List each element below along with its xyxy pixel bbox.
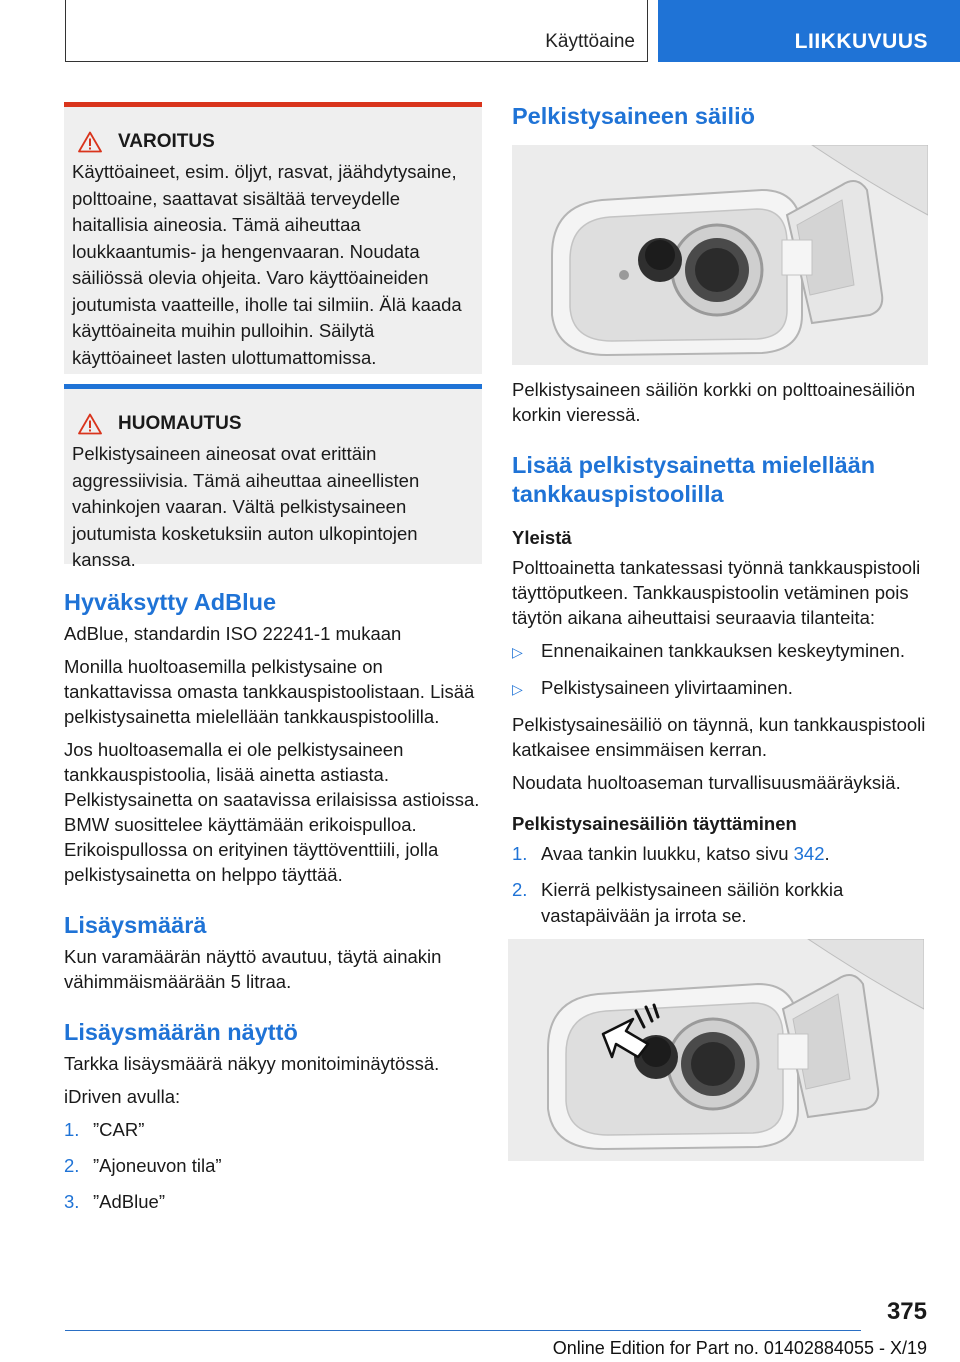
header-section-box <box>65 0 648 62</box>
approved-standard: AdBlue, standardin ISO 22241-1 mukaan <box>64 623 402 644</box>
display-paragraph-1: Tarkka lisäysmäärä näkyy monitoiminäytössä. <box>64 1053 440 1074</box>
approved-heading: Hyväksytty AdBlue <box>64 589 277 615</box>
notice-title: HUOMAUTUS <box>118 413 242 434</box>
step-number: 2. <box>512 879 528 900</box>
bullet-text: Pelkistysaineen ylivirtaaminen. <box>541 677 793 698</box>
left-column <box>64 102 482 1225</box>
nozzle-heading: Lisää pelkistysainetta mielellään tankkauspistoolilla <box>512 452 876 507</box>
fill-steps <box>512 841 928 929</box>
nozzle-paragraph-2: Pelkistysainesäiliö on täynnä, kun tankkauspistooli katkaisee ensimmäisen kerran. <box>512 714 926 760</box>
notice-text: Pelkistysaineen aineosat ovat erittäin aggressiivisia. Tämä aiheuttaa aineellisten vahinkojen vaaran. Vältä pelkistysaineen joutumista kosketuksiin auton ulkopintojen kanssa. <box>72 443 420 570</box>
list-item <box>64 1153 482 1179</box>
list-item <box>512 638 928 665</box>
tank-caption: Pelkistysaineen säiliön korkki on polttoainesäiliön korkin vieressä. <box>512 379 916 425</box>
display-paragraph-2: iDriven avulla: <box>64 1086 181 1107</box>
approved-paragraph-2: Monilla huoltoasemilla pelkistysaine on tankattavissa omasta tankkauspistoolistaan. Lisää pelkistysainetta mielellään tankkauspistoolilla. <box>64 656 475 727</box>
step-number: 2. <box>64 1155 80 1176</box>
bullet-triangle-icon: ▷ <box>512 644 523 660</box>
tank-cap-illustration <box>512 145 928 365</box>
notice-triangle-icon <box>78 413 102 435</box>
warning-text: Käyttöaineet, esim. öljyt, rasvat, jäähdytysaine, polttoaine, saattavat sisältää terveydelle haitallisia aineosia. Tämä aiheuttaa loukkaantumis- ja hengenvaaran. Noudata säiliössä olevia ohjeita. Varo käyttöaineiden joutumista vaatteille, iholle tai silmiin. Älä kaada käyttöaineita muihin pulloihin. Säilytä käyttöaineet lasten ulottumattomissa. <box>72 161 462 368</box>
nozzle-bullets <box>512 638 928 702</box>
footer-edition: Online Edition for Part no. 01402884055 - X/19 <box>552 1338 927 1358</box>
quantity-text: Kun varamäärän näyttö avautuu, täytä ainakin vähimmäismäärään 5 litraa. <box>64 946 442 992</box>
fill-subheading: Pelkistysainesäiliön täyttäminen <box>512 813 797 834</box>
display-heading: Lisäysmäärän näyttö <box>64 1019 298 1045</box>
list-item <box>64 1189 482 1215</box>
list-item <box>512 841 928 867</box>
step-text: ”CAR” <box>93 1119 145 1140</box>
tank-heading: Pelkistysaineen säiliö <box>512 103 755 129</box>
bullet-text: Ennenaikainen tankkauksen keskeytyminen. <box>541 640 906 661</box>
notice-title-row <box>72 413 474 435</box>
approved-paragraph-3: Jos huoltoasemalla ei ole pelkistysaineen tankkauspistoolia, lisää ainetta astiasta. Pelkistysainetta on saatavissa erilaisissa astioissa. BMW suosittelee käyttämään erikoispulloa. Erikoispullossa on erityinen täyttöventtiili, jolla pelkistysainetta on helppo täyttää. <box>64 739 480 885</box>
footer-divider <box>65 1330 861 1331</box>
page-link[interactable]: 342 <box>793 843 825 864</box>
list-item <box>64 1117 482 1143</box>
cap-removal-image <box>508 939 924 1161</box>
step-text: Kierrä pelkistysaineen säiliön korkkia vastapäivään ja irrota se. <box>541 879 844 926</box>
bullet-triangle-icon: ▷ <box>512 681 523 697</box>
quantity-heading: Lisäysmäärä <box>64 912 207 938</box>
cap-removal-illustration <box>508 939 924 1161</box>
step-text-end: . <box>824 843 830 864</box>
right-column <box>512 102 928 1161</box>
general-subheading: Yleistä <box>512 527 572 548</box>
header-chapter-tab[interactable] <box>658 0 960 62</box>
warning-triangle-icon <box>78 131 102 153</box>
nozzle-paragraph-1: Polttoainetta tankatessasi työnnä tankkauspistooli täyttöputkeen. Tankkauspistoolin vetäminen pois täytön aikana aiheuttaisi seuraavia tilanteita: <box>512 557 921 628</box>
step-text <box>541 841 830 867</box>
notice-box <box>64 384 482 570</box>
header-chapter-title: LIIKKUVUUS <box>794 30 928 53</box>
nozzle-paragraph-3: Noudata huoltoaseman turvallisuusmääräyksiä. <box>512 772 901 793</box>
step-text-start: Avaa tankin luukku, katso sivu <box>541 843 794 864</box>
step-text: ”Ajoneuvon tila” <box>93 1155 222 1176</box>
tank-cap-image <box>512 145 928 365</box>
step-number: 1. <box>512 843 528 864</box>
page-number: 375 <box>886 1298 927 1325</box>
list-item <box>512 877 928 929</box>
step-number: 3. <box>64 1191 80 1212</box>
list-item <box>512 675 928 702</box>
header-section-title: Käyttöaine <box>545 31 635 52</box>
warning-box <box>64 102 482 374</box>
warning-title: VAROITUS <box>118 131 215 152</box>
step-text: ”AdBlue” <box>93 1191 165 1212</box>
step-number: 1. <box>64 1119 80 1140</box>
warning-title-row <box>72 131 474 153</box>
idrive-steps <box>64 1117 482 1215</box>
